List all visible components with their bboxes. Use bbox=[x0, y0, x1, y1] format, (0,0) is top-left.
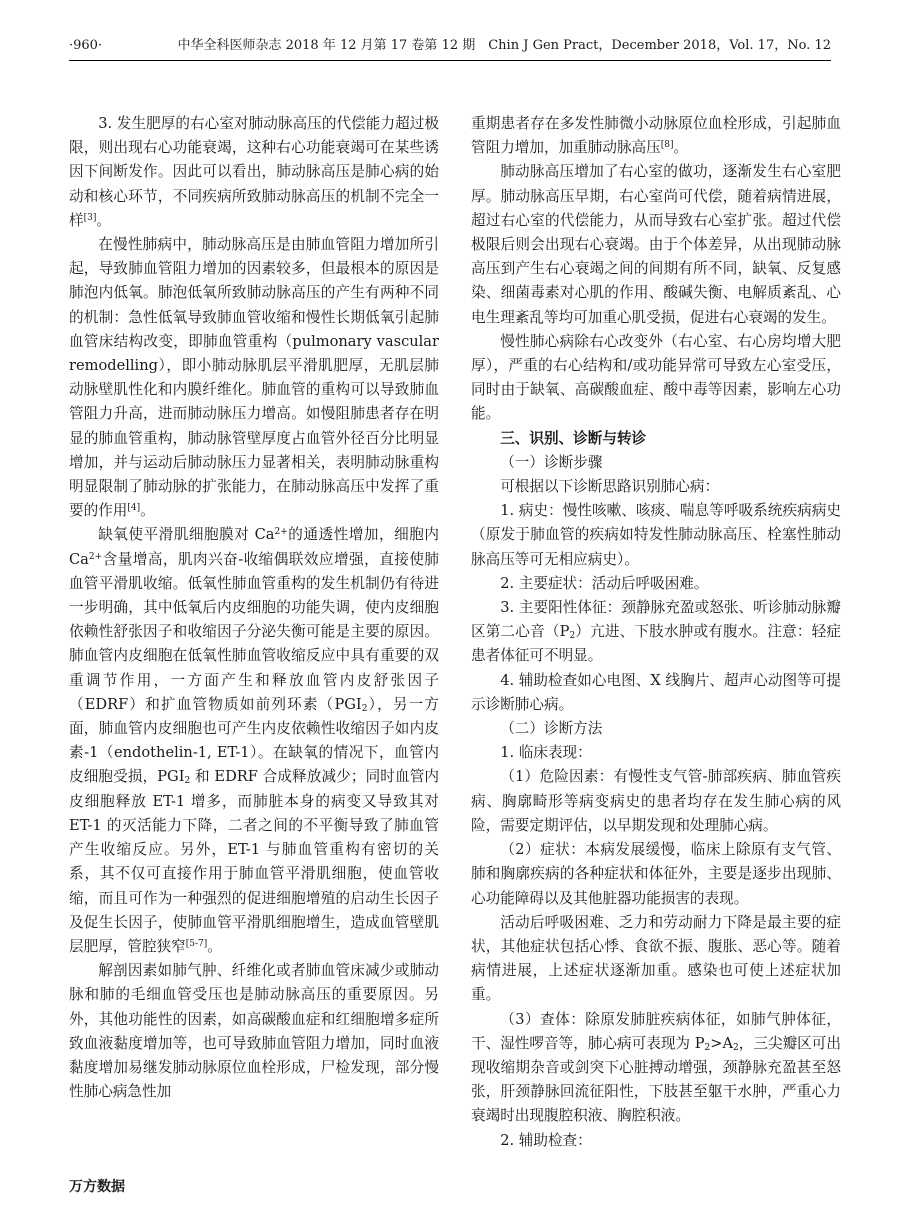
wanfang-logo: 万方数据 bbox=[69, 1179, 125, 1195]
paragraph: （2）症状：本病发展缓慢，临床上除原有支气管、肺和胸廓疾病的各种症状和体征外，主要是逐步出现肺、心功能障碍以及其他脏器功能损害的表现。 bbox=[471, 841, 841, 907]
section-heading: 三、识别、诊断与转诊 bbox=[500, 429, 647, 447]
paragraph: 缺氧使平滑肌细胞膜对 $Ca^{2+}$的通透性增加，细胞内 $Ca^{2+}$含量增高，肌肉兴奋-收缩偶联效应增强，直接使肺血管平滑肌收缩。低氧性肺血管重构的发生机制仍有待进一步明确，其中低氧后内皮细胞的功能失调，使内皮细胞依赖性舒张因子和收缩因子分泌失衡可能是主要的原因。肺血管内皮细胞在低氧性肺血管收缩反应中具有重要的双重调节作用，一方面产生和释放血管内皮舒张因子（EDRF）和扩血管物质如前列环素$(PGI_2)$，另一方面，肺血管内皮细胞也可产生内皮依赖性收缩因子如内皮素-1（endothelin-1, ET-1）。在缺氧的情况下，血管内皮细胞受损，$PGI_2$ 和 EDRF 合成释放减少；同时血管内皮细胞释放 ET-1 增多，而肺脏本身的病变又导致其对 ET-1 的灭活能力下降，二者之间的不平衡导致了肺血管产生收缩反应。另外，ET-1 与肺血管重构有密切的关系，其不仅可直接作用于肺血管平滑肌细胞，使血管收缩，而且可作为一种强烈的促进细胞增殖的启动生长因子及促生长因子，使肺血管平滑肌细胞增生，造成血管壁肌层肥厚，管腔狭窄[5-7]。 bbox=[69, 526, 439, 955]
list-item: 1. 病史：慢性咳嗽、咳痰、喘息等呼吸系统疾病病史（原发于肺血管的疾病如特发性肺动脉高压、栓塞性肺动脉高压等可无相应病史）。 bbox=[471, 502, 841, 568]
journal-citation: 中华全科医师杂志 2018 年 12 月第 17 卷第 12 期 Chin J Gen Pract，December 2018，Vol. 17，No. 12 bbox=[177, 38, 831, 53]
citation-ref: [4] bbox=[127, 503, 141, 514]
paragraph: 3. 发生肥厚的右心室对肺动脉高压的代偿能力超过极限，则出现右心功能衰竭，这种右心功能衰竭可在某些诱因下间断发作。因此可以看出，肺动脉高压是肺心病的始动和核心环节，不同疾病所致肺动脉高压的机制不完全一样[3]。 bbox=[69, 115, 439, 229]
list-item: 3. 主要阳性体征：颈静脉充盈或怒张、听诊肺动脉瓣区第二心音$(P_2)$亢进、下肢水肿或有腹水。注意：轻症患者体征可不明显。 bbox=[471, 599, 841, 665]
list-item: 1. 临床表现： bbox=[500, 744, 592, 762]
paragraph: 肺动脉高压增加了右心室的做功，逐渐发生右心室肥厚。肺动脉高压早期，右心室尚可代偿，随着病情进展，超过右心室的代偿能力，从而导致右心室扩张。超过代偿极限后则会出现右心衰竭。由于个体差异，从出现肺动脉高压到产生右心衰竭之间的间期有所不同，缺氧、反复感染、细菌毒素对心肌的作用、酸碱失衡、电解质紊乱、心电生理紊乱等均可加重心肌受损，促进右心衰竭的发生。 bbox=[471, 163, 841, 326]
subsection-heading: （一）诊断步骤 bbox=[500, 453, 603, 471]
left-column bbox=[69, 112, 439, 1104]
list-item: 4. 辅助检查如心电图、X 线胸片、超声心动图等可提示诊断肺心病。 bbox=[471, 671, 841, 713]
paragraph: （3）查体：除原发肺脏疾病体征，如肺气肿体征，干、湿性啰音等，肺心病可表现为 $P_2>A_2$，三尖瓣区可出现收缩期杂音或剑突下心脏搏动增强，颈静脉充盈甚至怒张，肝颈静脉回流征阳性，下肢甚至躯干水肿，严重心力衰竭时出现腹腔积液、胸腔积液。 bbox=[471, 1010, 841, 1125]
paragraph: 活动后呼吸困难、乏力和劳动耐力下降是最主要的症状，其他症状包括心悸、食欲不振、腹胀、恶心等。随着病情进展，上述症状逐渐加重。感染也可使上述症状加重。 bbox=[471, 913, 841, 1004]
list-item: 2. 主要症状：活动后呼吸困难。 bbox=[500, 574, 709, 592]
citation-ref: [3] bbox=[83, 212, 97, 223]
paragraph: 慢性肺心病除右心改变外（右心室、右心房均增大肥厚），严重的右心结构和/或功能异常可导致左心室受压，同时由于缺氧、高碳酸血症、酸中毒等因素，影响左心功能。 bbox=[471, 332, 841, 423]
paragraph: 可根据以下诊断思路识别肺心病： bbox=[500, 478, 720, 496]
paragraph-continued: 重期患者存在多发性肺微小动脉原位血栓形成，引起肺血管阻力增加，加重肺动脉高压[8]。 bbox=[471, 115, 841, 157]
right-column bbox=[471, 112, 841, 1153]
paragraph: 在慢性肺病中，肺动脉高压是由肺血管阻力增加所引起，导致肺血管阻力增加的因素较多，但最根本的原因是肺泡内低氧。肺泡低氧所致肺动脉高压的产生有两种不同的机制：急性低氧导致肺血管收缩和慢性长期低氧引起肺血管床结构改变，即肺血管重构（pulmonary vascular remodelling），即小肺动脉肌层平滑肌肥厚，无肌层肺动脉壁肌性化和内膜纤维化。肺血管的重构可以导致肺血管阻力升高，进而肺动脉压力增高。如慢阻肺患者存在明显的肺血管重构，肺动脉管壁厚度占血管外径百分比明显增加，并与运动后肺动脉压力显著相关，表明肺动脉重构明显限制了肺动脉的扩张能力，在肺动脉高压中发挥了重要的作用[4]。 bbox=[69, 236, 439, 520]
citation-ref: [5-7] bbox=[185, 938, 208, 949]
header-rule bbox=[69, 60, 831, 61]
paragraph: （1）危险因素：有慢性支气管-肺部疾病、肺血管疾病、胸廓畸形等病变病史的患者均存在发生肺心病的风险，需要定期评估，以早期发现和处理肺心病。 bbox=[471, 768, 841, 834]
subsection-heading: （二）诊断方法 bbox=[500, 720, 603, 738]
list-item: 2. 辅助检查： bbox=[500, 1131, 592, 1149]
running-head bbox=[69, 36, 831, 56]
paragraph: 解剖因素如肺气肿、纤维化或者肺血管床减少或肺动脉和肺的毛细血管受压也是肺动脉高压的重要原因。另外，其他功能性的因素，如高碳酸血症和红细胞增多症所致血液黏度增加等，也可导致肺血管阻力增加，同时血液黏度增加易继发肺动脉原位血栓形成，尸检发现，部分慢性肺心病急性加 bbox=[69, 962, 439, 1101]
citation-ref: [8] bbox=[660, 140, 674, 151]
page-number: ·960· bbox=[69, 38, 103, 53]
